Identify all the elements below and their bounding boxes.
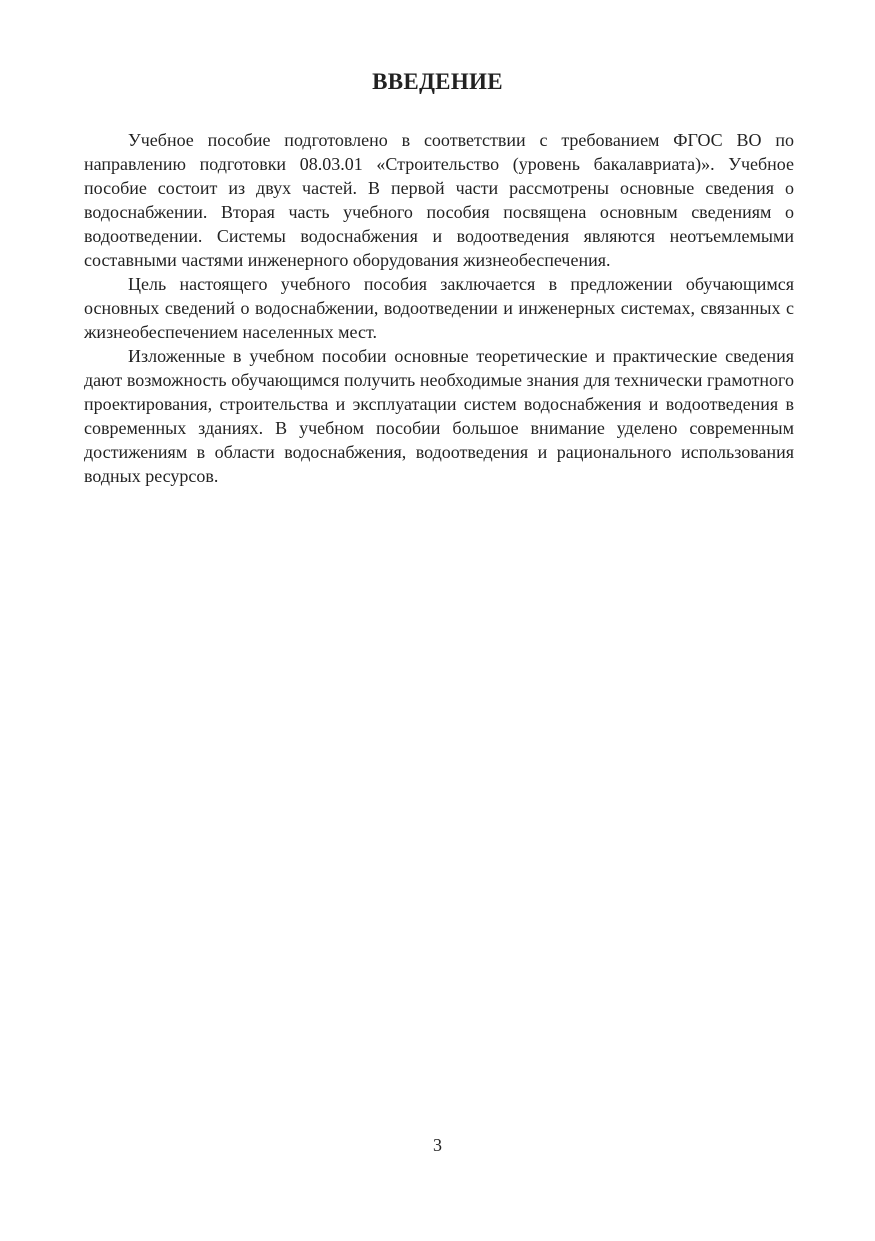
paragraph-3: Изложенные в учебном пособии основные теоретические и практические сведения дают возможность обучающимся получить необходимые знания для технически грамотного проектирования, строительства и эксплуатации систем водоснабжения и водоотведения в современных зданиях. В учебном пособии большое внимание уделено современным достижениям в области водоснабжения, водоотведения и рационального использования водных ресурсов. [84,346,794,486]
page-title: ВВЕДЕНИЕ [372,69,503,94]
paragraph-1: Учебное пособие подготовлено в соответствии с требованием ФГОС ВО по направлению подготовки 08.03.01 «Строительство (уровень бакалавриата)». Учебное пособие состоит из двух частей. В первой части рассмотрены основные сведения о водоснабжении. Вторая часть учебного пособия посвящена основным сведениям о водоотведении. Системы водоснабжения и водоотведения являются неотъемлемыми составными частями инженерного оборудования жизнеобеспечения. [84,130,794,270]
page-number: 3 [433,1135,442,1155]
paragraph-2: Цель настоящего учебного пособия заключается в предложении обучающимся основных сведений о водоснабжении, водоотведении и инженерных системах, связанных с жизнеобеспечением населенных мест. [84,274,794,342]
body-text [84,128,794,488]
